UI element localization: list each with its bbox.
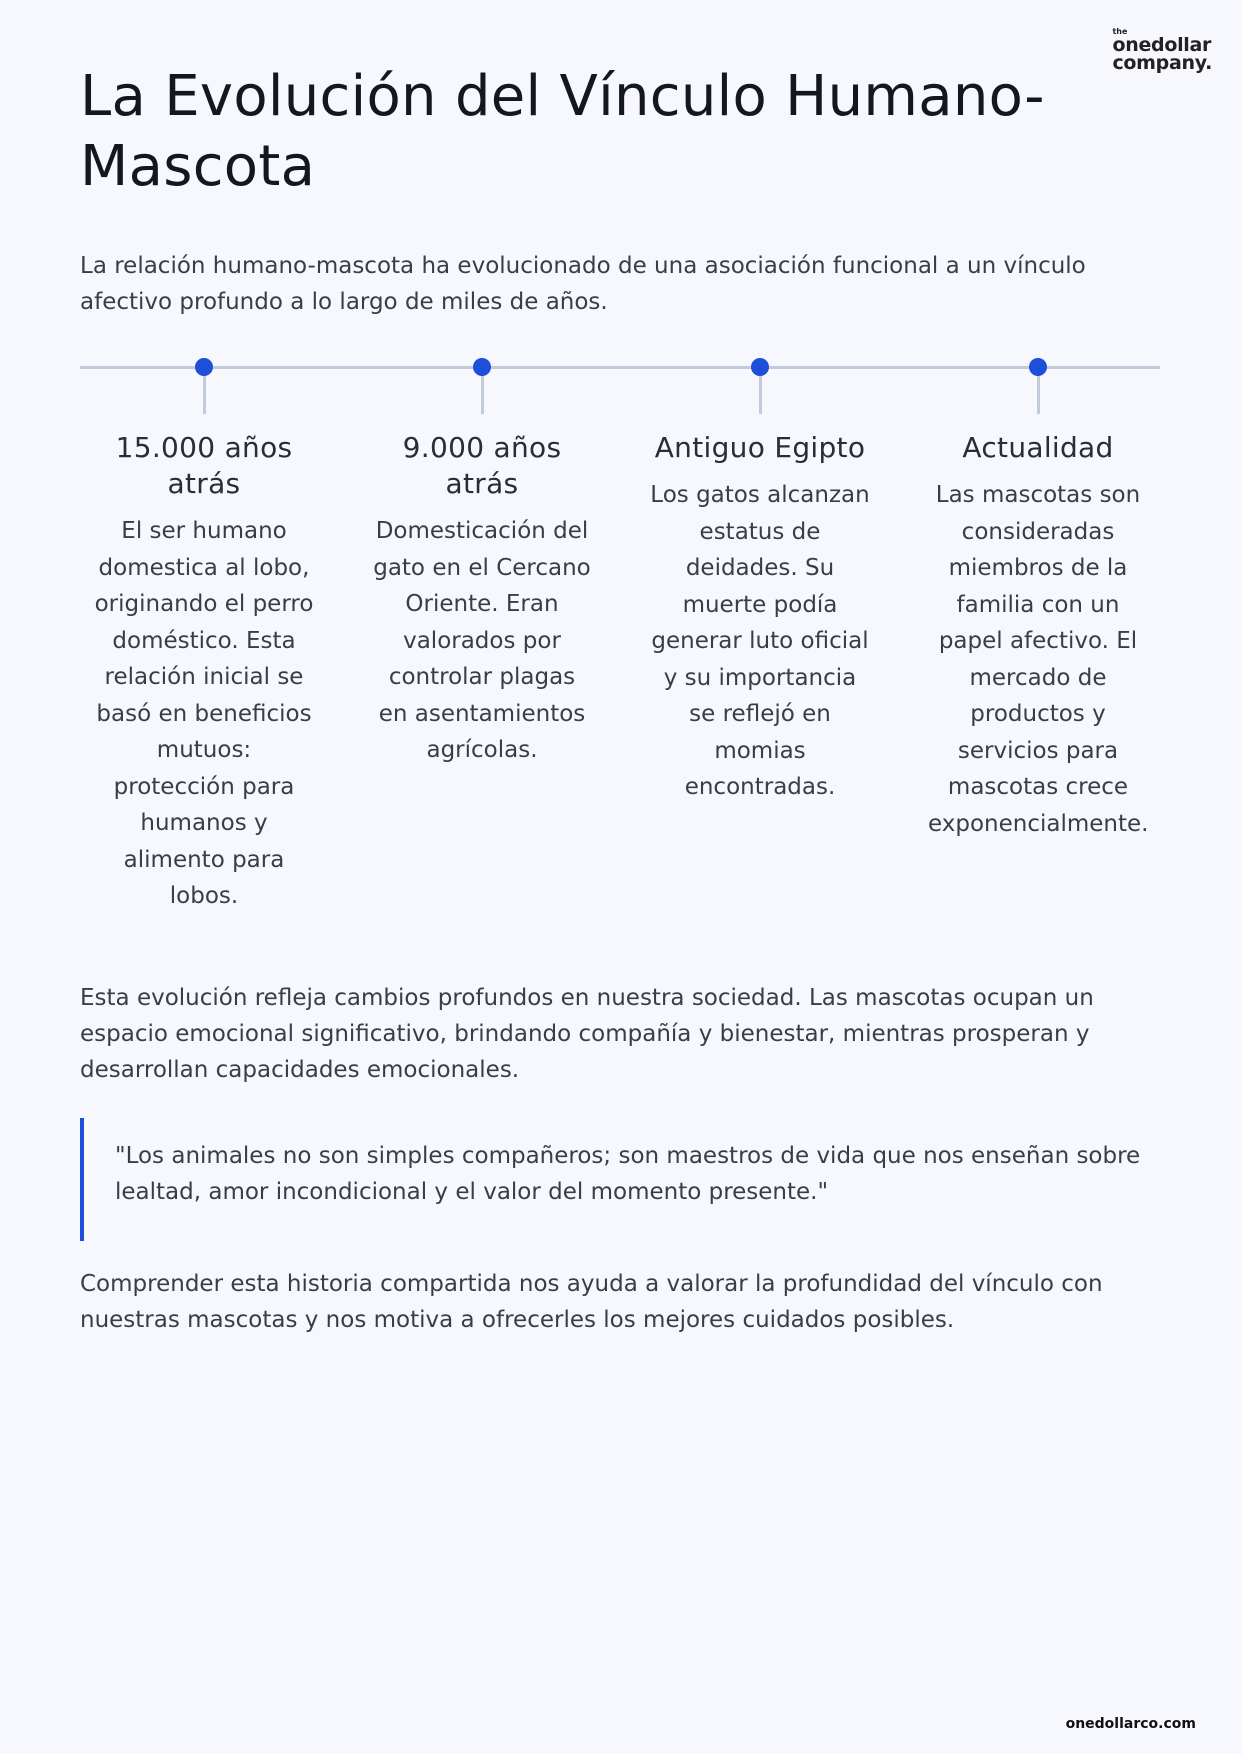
timeline-line xyxy=(80,366,1160,369)
intro-paragraph: La relación humano-mascota ha evolucionado de una asociación funcional a un vínculo afectivo profundo a lo largo de miles de años. xyxy=(80,253,1086,315)
logo-line-1: onedollar xyxy=(1112,33,1212,56)
timeline-event xyxy=(650,430,870,806)
event-text: El ser humano domestica al lobo, originando el perro doméstico. Esta relación inicial se basó en beneficios mutuos: protección para humanos y alimento para lobos. xyxy=(94,518,314,909)
quote-text: "Los animales no son simples compañeros; son maestros de vida que nos enseñan sobre lealtad, amor incondicional y el valor del momento presente." xyxy=(115,1143,1141,1205)
timeline-event xyxy=(928,430,1148,842)
summary-paragraph: Esta evolución refleja cambios profundos en nuestra sociedad. Las mascotas ocupan un espacio emocional significativo, brindando compañía y bienestar, mientras prosperan y desarrollan capacidades emocionales. xyxy=(80,985,1094,1083)
event-text: Las mascotas son consideradas miembros de la familia con un papel afectivo. El mercado de productos y servicios para mascotas crece exponencialmente. xyxy=(928,482,1149,837)
event-heading: Actualidad xyxy=(962,431,1114,464)
event-text: Los gatos alcanzan estatus de deidades. Su muerte podía generar luto oficial y su importancia se reflejó en momias encontradas. xyxy=(650,482,870,800)
event-heading: 15.000 años atrás xyxy=(115,431,293,500)
company-logo xyxy=(1112,28,1212,72)
blockquote xyxy=(80,1118,1160,1241)
closing-paragraph: Comprender esta historia compartida nos ayuda a valorar la profundidad del vínculo con nuestras mascotas y nos motiva a ofrecerles los mejores cuidados posibles. xyxy=(80,1271,1103,1333)
timeline-dot xyxy=(751,358,769,376)
timeline xyxy=(80,350,1160,420)
event-heading: 9.000 años atrás xyxy=(402,431,562,500)
timeline-event xyxy=(372,430,592,769)
timeline-dot xyxy=(195,358,213,376)
event-text: Domesticación del gato en el Cercano Oriente. Eran valorados por controlar plagas en asentamientos agrícolas. xyxy=(373,518,591,763)
timeline-event xyxy=(94,430,314,915)
event-heading: Antiguo Egipto xyxy=(654,431,866,464)
timeline-dot xyxy=(473,358,491,376)
timeline-dot xyxy=(1029,358,1047,376)
footer-url: onedollarco.com xyxy=(1065,1716,1196,1732)
page-title: La Evolución del Vínculo Humano-Mascota xyxy=(80,64,1045,199)
logo-line-2: company. xyxy=(1112,51,1212,74)
logo-small-text: the xyxy=(1112,27,1128,36)
